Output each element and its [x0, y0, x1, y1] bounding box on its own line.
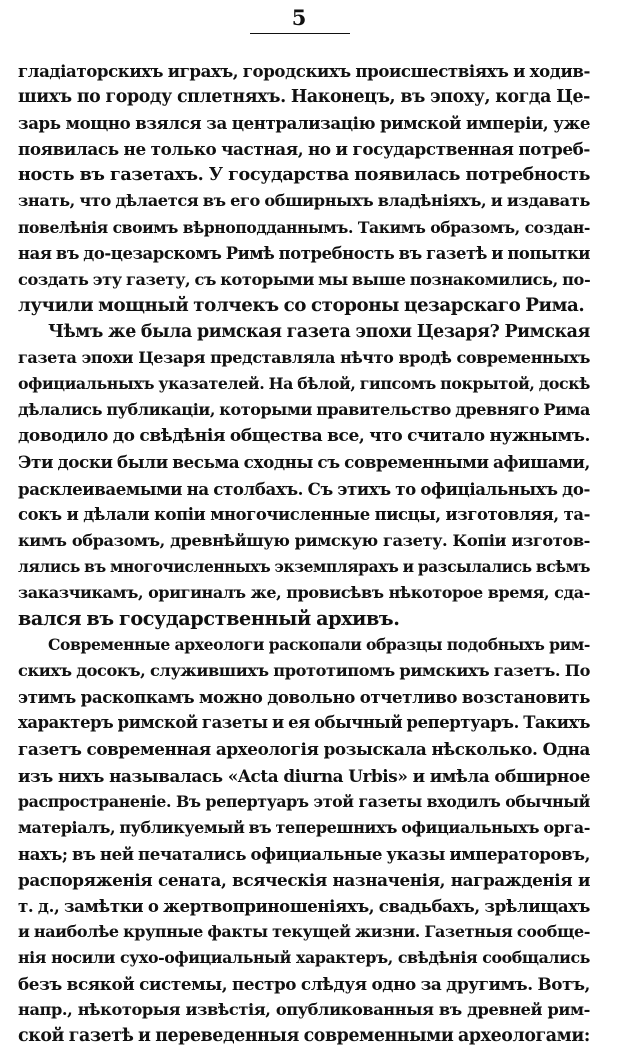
text-line: вался въ государственный архивъ. — [18, 606, 400, 630]
text-line: гладіаторскихъ играхъ, городскихъ происшествіяхъ и ходив- — [18, 61, 590, 81]
text-line: повелѣнія своимъ вѣрноподданнымъ. Такимъ образомъ, создан- — [18, 217, 590, 237]
text-line: т. д., замѣтки о жертвоприношеніяхъ, свадьбахъ, зрѣлищахъ — [18, 896, 590, 916]
text-line: заказчикамъ, оригиналъ же, провисѣвъ нѣкоторое время, сда- — [18, 582, 590, 602]
text-line: скихъ досокъ, служившихъ прототипомъ римскихъ газетъ. По — [18, 661, 590, 681]
text-line: шихъ по городу сплетняхъ. Наконецъ, въ эпоху, когда Це- — [18, 87, 590, 108]
text-line: официальныхъ указателей. На бѣлой, гипсомъ покрытой, доскѣ — [18, 374, 590, 394]
header-rule — [250, 33, 350, 34]
paragraph-3 — [18, 632, 590, 1050]
text-line: кимъ образомъ, древнѣйшую римскую газету. Копіи изготов- — [18, 530, 590, 550]
text-line: Современные археологи раскопали образцы подобныхъ рим- — [48, 635, 590, 655]
text-line: Чѣмъ же была римская газета эпохи Цезаря? Римская — [48, 321, 590, 342]
text-line: доводило до свѣдѣнія общества все, что считало нужнымъ. — [18, 426, 590, 447]
paragraph-1 — [18, 58, 590, 319]
page-number: 5 — [291, 5, 307, 30]
text-line: газета эпохи Цезаря представляла нѣчто вродѣ современныхъ — [18, 348, 590, 368]
text-line: нія носили сухо-официальный характеръ, свѣдѣнія сообщались — [18, 948, 590, 968]
text-line: ность въ газетахъ. У государства появилась потребность — [18, 164, 590, 186]
text-line: ской газетѣ и переведенныя современными археологами: — [18, 1026, 590, 1047]
text-line: ная въ до-цезарскомъ Римѣ потребность въ газетѣ и попытки — [18, 243, 590, 263]
text-line: нахъ; въ ней печатались официальные указы императоровъ, — [18, 843, 590, 864]
text-line: появилась не только частная, но и государственная потреб- — [18, 139, 590, 160]
text-line: создать эту газету, съ которыми мы выше познакомились, по- — [18, 269, 590, 289]
text-line: распоряженія сената, всяческія назначенія, награжденія и — [18, 869, 590, 890]
text-line: напр., нѣкоторыя извѣстія, опубликованныя въ древней рим- — [18, 1000, 590, 1020]
body-text — [18, 58, 590, 1050]
text-line: распространеніе. Въ репертуаръ этой газеты входилъ обычный — [18, 791, 590, 811]
text-line: дѣлались публикаціи, которыми правительство древняго Рима — [18, 400, 590, 420]
text-line: расклеиваемыми на столбахъ. Съ этихъ то офиціальныхъ до- — [18, 478, 590, 499]
text-line: сокъ и дѣлали копіи многочисленные писцы, изготовляя, та- — [18, 504, 590, 524]
text-line: лучили мощный толчекъ со стороны цезарскаго Рима. — [18, 294, 585, 316]
text-line: изъ нихъ называлась «Acta diurna Urbis» и имѣла обширное — [18, 765, 590, 786]
text-line: характеръ римской газеты и ея обычный репертуаръ. Такихъ — [18, 713, 590, 733]
text-line: Эти доски были весьма сходны съ современными афишами, — [18, 452, 590, 473]
text-line: лялись въ многочисленныхъ экземплярахъ и разсылались всѣмъ — [18, 557, 590, 576]
text-line: зарь мощно взялся за централизацію римской имперіи, уже — [18, 113, 590, 134]
text-line: этимъ раскопкамъ можно довольно отчетливо возстановить — [18, 687, 590, 708]
text-line: газетъ современная археологія розыскала нѣсколько. Одна — [18, 739, 590, 760]
page-header — [0, 6, 620, 36]
paragraph-2 — [18, 319, 590, 632]
text-line: знать, что дѣлается въ его обширныхъ владѣніяхъ, и издавать — [18, 191, 590, 211]
text-line: и наиболѣе крупные факты текущей жизни. Газетныя сообще- — [18, 922, 590, 942]
text-line: безъ всякой системы, пестро слѣдуя одно за другимъ. Вотъ, — [18, 974, 590, 995]
text-line: матеріалъ, публикуемый въ теперешнихъ официальныхъ орга- — [18, 817, 590, 837]
